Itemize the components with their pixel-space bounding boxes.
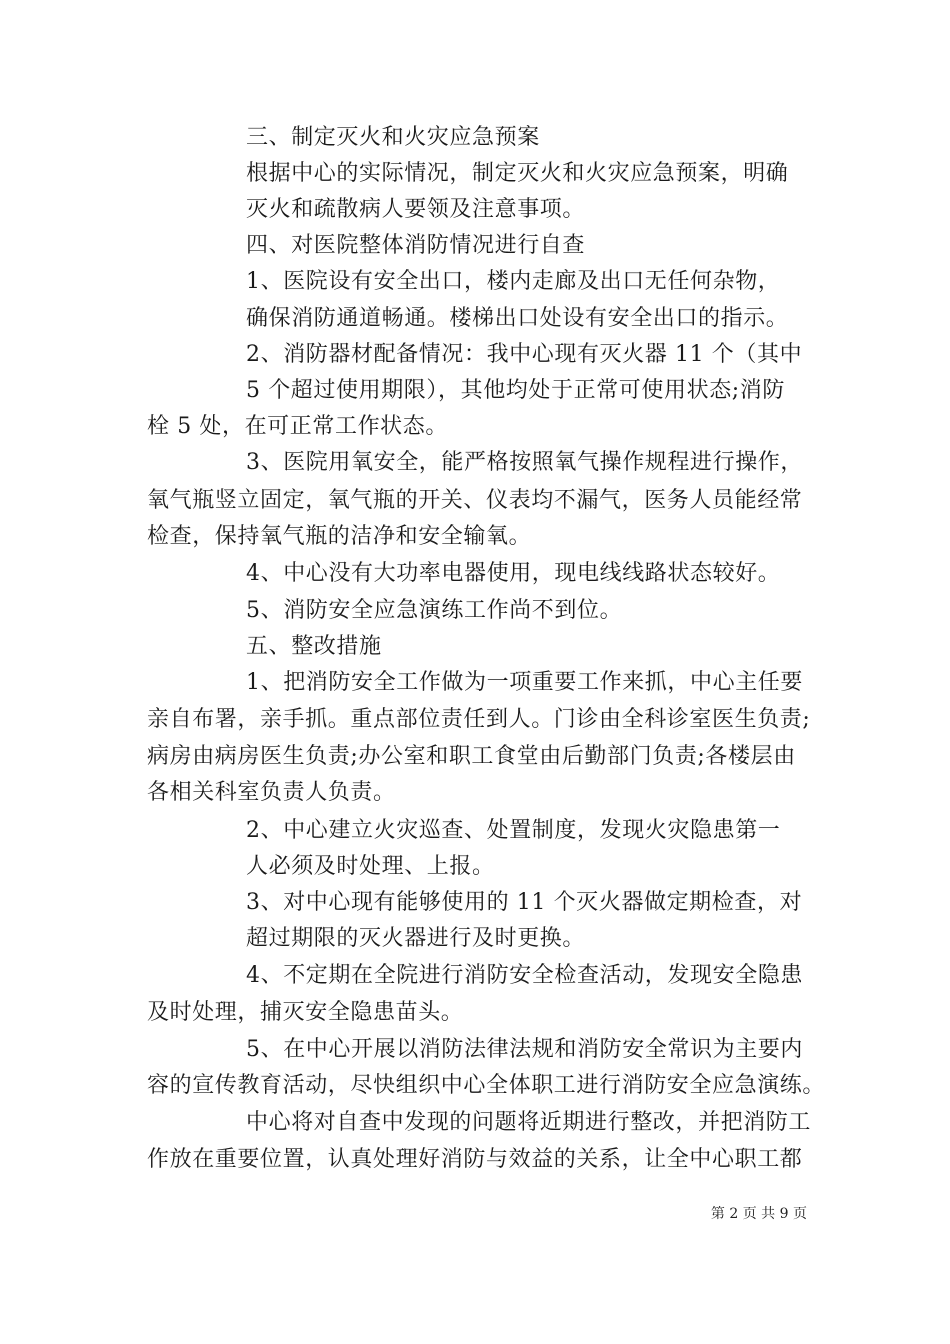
paragraph-line: 亲自布署，亲手抓。重点部位责任到人。门诊由全科诊室医生负责;: [147, 707, 811, 732]
paragraph-line: 5 个超过使用期限），其他均处于正常可使用状态;消防: [246, 378, 786, 403]
section-heading-4: 四、对医院整体消防情况进行自查: [246, 233, 586, 258]
paragraph-line: 5、消防安全应急演练工作尚不到位。: [246, 598, 623, 623]
paragraph-line: 栓 5 处，在可正常工作状态。: [147, 414, 448, 439]
paragraph-line: 中心将对自查中发现的问题将近期进行整改，并把消防工: [246, 1110, 812, 1135]
paragraph-line: 3、对中心现有能够使用的 11 个灭火器做定期检查，对: [246, 890, 803, 915]
paragraph-line: 灭火和疏散病人要领及注意事项。: [246, 197, 586, 222]
paragraph-line: 超过期限的灭火器进行及时更换。: [246, 926, 586, 951]
paragraph-line: 1、把消防安全工作做为一项重要工作来抓，中心主任要: [246, 670, 803, 695]
paragraph-line: 容的宣传教育活动，尽快组织中心全体职工进行消防安全应急演练。: [147, 1073, 826, 1098]
paragraph-line: 检查，保持氧气瓶的洁净和安全输氧。: [147, 524, 532, 549]
paragraph-line: 各相关科室负责人负责。: [147, 780, 396, 805]
section-heading-3: 三、制定灭火和火灾应急预案: [246, 125, 540, 150]
paragraph-line: 根据中心的实际情况，制定灭火和火灾应急预案，明确: [246, 161, 789, 186]
paragraph-line: 人必须及时处理、上报。: [246, 854, 495, 879]
page-number: 第 2 页 共 9 页: [710, 1206, 807, 1222]
paragraph-line: 5、在中心开展以消防法律法规和消防安全常识为主要内: [246, 1037, 803, 1062]
paragraph-line: 病房由病房医生负责;办公室和职工食堂由后勤部门负责;各楼层由: [147, 744, 796, 769]
section-heading-5: 五、整改措施: [246, 634, 382, 659]
paragraph-line: 作放在重要位置，认真处理好消防与效益的关系，让全中心职工都: [147, 1147, 803, 1172]
paragraph-line: 1、医院设有安全出口，楼内走廊及出口无任何杂物，: [246, 269, 781, 294]
paragraph-line: 及时处理，捕灭安全隐患苗头。: [147, 1000, 464, 1025]
paragraph-line: 2、消防器材配备情况：我中心现有灭火器 11 个（其中: [246, 342, 803, 367]
paragraph-line: 2、中心建立火灾巡查、处置制度，发现火灾隐患第一: [246, 818, 781, 843]
paragraph-line: 4、不定期在全院进行消防安全检查活动，发现安全隐患: [246, 963, 803, 988]
paragraph-line: 确保消防通道畅通。楼梯出口处设有安全出口的指示。: [246, 306, 789, 331]
paragraph-line: 4、中心没有大功率电器使用，现电线线路状态较好。: [246, 561, 781, 586]
paragraph-line: 3、医院用氧安全，能严格按照氧气操作规程进行操作，: [246, 450, 803, 475]
paragraph-line: 氧气瓶竖立固定，氧气瓶的开关、仪表均不漏气，医务人员能经常: [147, 488, 803, 513]
